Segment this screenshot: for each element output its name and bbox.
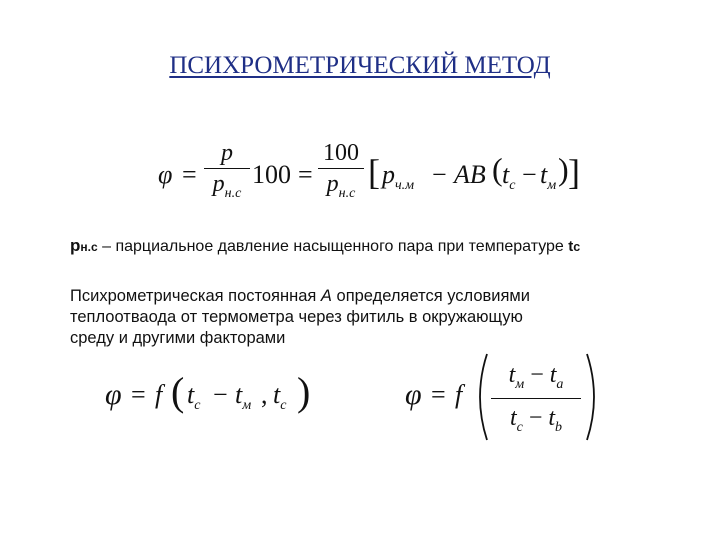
fraction-bar (204, 168, 250, 169)
minus-sign-3: − (213, 380, 228, 409)
constant-a: А (320, 287, 332, 305)
t-m-var: $t_м$ (540, 160, 557, 193)
t-c-var: $t_с$ (502, 160, 516, 193)
t-c-var-3: $t_с$ (273, 380, 287, 413)
fraction-100-over-pnc (318, 140, 364, 201)
bracket-close: ] (568, 152, 580, 192)
bracket-open: [ (368, 152, 380, 192)
fraction-denominator-2: $p_{н.с}$ (326, 171, 356, 201)
equals-sign-2: = (298, 160, 313, 189)
t-c-var-2: $t_с$ (187, 380, 201, 413)
big-paren-close-icon (583, 352, 603, 442)
paren-open: ( (492, 151, 503, 187)
equals-sign-4: = (431, 380, 446, 409)
ratio-fraction-bar (491, 398, 581, 399)
minus-sign: − (432, 160, 447, 189)
ratio-fraction (491, 362, 581, 435)
ab-constant: AB (454, 160, 486, 189)
equals-sign-3: = (131, 380, 146, 409)
description-variable: pн.с (70, 236, 98, 255)
phi-symbol-2: φ (105, 378, 122, 411)
phi-symbol: φ (158, 160, 173, 189)
function-f-2: f (455, 380, 463, 409)
paren-close: ) (558, 151, 569, 187)
fraction-p-over-pnc (204, 140, 250, 201)
t-m-var-2: $t_м$ (235, 380, 252, 413)
phi-symbol-3: φ (405, 378, 422, 411)
function-formula (105, 369, 335, 422)
fraction-bar-2 (318, 168, 364, 169)
fraction-numerator: p (221, 140, 233, 166)
psychrometric-paragraph: Психрометрическая постоянная А определяется условиями теплоотваода от термометра через фитиль в окружающую среду и другими факторами (70, 287, 530, 347)
function-f: f (155, 380, 163, 409)
equals-sign: = (182, 160, 197, 189)
fraction-denominator: $p_{н.с}$ (212, 171, 242, 201)
coefficient-100: 100 (252, 160, 291, 189)
ratio-numerator: $t_м - t_a$ (508, 362, 564, 392)
comma: , (261, 380, 268, 409)
minus-sign-2: − (522, 160, 537, 189)
description-text: – парциальное давление насыщенного пара при температуре (97, 238, 569, 255)
big-paren-open-icon (471, 352, 491, 442)
ratio-denominator: $t_с - t_b$ (509, 405, 563, 435)
description-temperature: tc (568, 238, 581, 255)
variable-description (70, 236, 710, 256)
ratio-formula (405, 352, 605, 442)
main-formula (158, 140, 578, 220)
fraction-numerator-100: 100 (323, 140, 359, 166)
slide-title: ПСИХРОМЕТРИЧЕСКИЙ МЕТОД (169, 52, 551, 79)
paren-close-2: ) (297, 369, 311, 414)
paren-open-2: ( (171, 369, 185, 414)
p-saturated-var: $p_{ч.м}$ (382, 160, 415, 193)
